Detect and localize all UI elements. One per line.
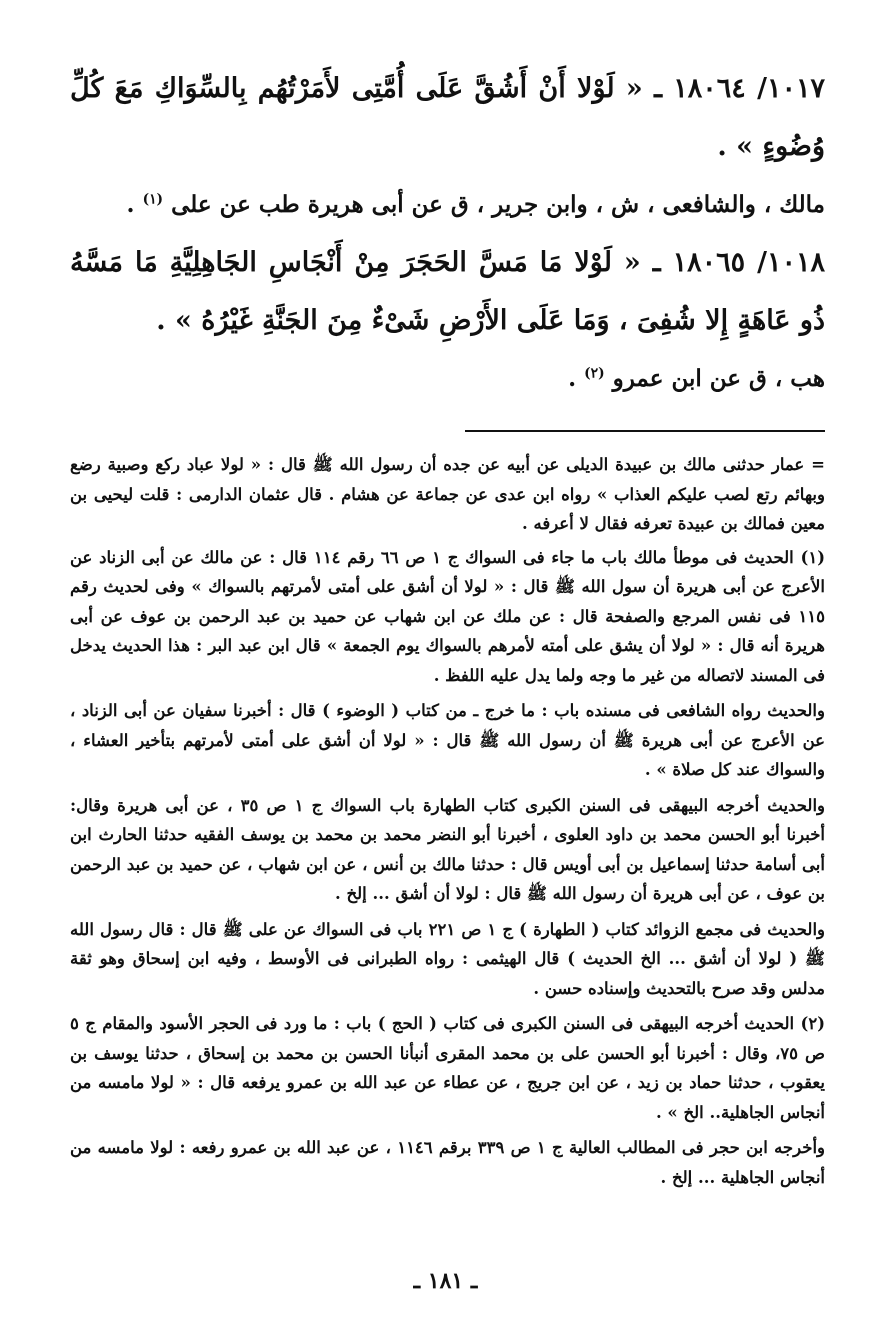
hadith-sources: مالك ، والشافعى ، ش ، وابن جرير ، ق عن أبى هريرة طب عن على $^{(١)}$ . <box>126 191 825 218</box>
sources-text: مالك ، والشافعى ، ش ، وابن جرير ، ق عن أبى هريرة طب عن على <box>171 191 825 218</box>
hadith-1018 <box>70 234 825 350</box>
footnote-ref[interactable]: (١) <box>142 191 164 208</box>
hadith-text: « لَوْلا أَنْ أَشُقَّ عَلَى أُمَّتِى لأَمَرْتُهُم بِالسِّوَاكِ مَعَ كُلِّ وُضُوءٍ » . <box>70 73 825 162</box>
hadith-number: ١٠١٨/ ١٨٠٦٥ ـ <box>652 247 826 278</box>
hadith-number: ١٠١٧/ ١٨٠٦٤ ـ <box>654 73 825 104</box>
footnote-1-paragraph: والحديث أخرجه البيهقى فى السنن الكبرى كتاب الطهارة باب السواك ج ١ ص ٣٥ ، عن أبى هريرة وقال: أخبرنا أبو الحسن محمد بن داود العلوى ، أخبرنا أبو النضر محمد بن محمد بن يوسف الفقيه حدثنا الحارث ابن أبى أسامة حدثنا إسماعيل بن أبى أويس قال : حدثنا مالك بن أنس ، عن ابن شهاب ، عن حميد بن عبد الرحمن بن عوف ، عن أبى هريرة أن رسول الله ﷺ قال : لولا أن أشق ... إلخ . <box>70 795 825 903</box>
footnote-1-paragraph: والحديث رواه الشافعى فى مسنده باب : ما خرج ـ من كتاب ( الوضوء ) قال : أخبرنا سفيان عن أبى الزناد ، عن الأعرج عن أبى هريرة ﷺ أن رسول الله ﷺ قال : « لولا أن أشق على أمتى لأمرتهم بتأخير العشاء ، والسواك عند كل صلاة » . <box>70 701 825 779</box>
footnote-1: (١) الحديث فى موطأ مالك باب ما جاء فى السواك ج ١ ص ٦٦ رقم ١١٤ قال : عن مالك عن أبى الزناد عن الأعرج عن أبى هريرة أن سول الله ﷺ قال : « لولا أن أشق على أمتى لأمرتهم بالسواك » وفى لحديث رقم ١١٥ فى نفس المرجع والصفحة قال : عن ملك عن ابن شهاب عن حميد بن عبد الرحمن بن عوف عن أبى هريرة أنه قال : « لولا أن يشق على أمته لأمرهم بالسواك يوم الجمعة » قال ابن عبد البر : هذا الحديث يدخل فى المسند لاتصاله من غير ما وجه ولما يدل عليه اللفظ . <box>70 547 826 685</box>
footnotes <box>70 450 825 1192</box>
page-number: ـ ١٨١ ـ <box>413 1268 478 1294</box>
footnote-2: (٢) الحديث أخرجه البيهقى فى السنن الكبرى فى كتاب ( الحج ) باب : ما ورد فى الحجر الأسود والمقام ج ٥ ص ٧٥، وقال : أخبرنا أبو الحسن على بن محمد المقرى أنبأنا الحسن بن محمد بن إسحاق ، حدثنا يوسف بن يعقوب ، حدثنا حماد بن زيد ، عن ابن جريج ، عن عطاء عن عبد الله بن عمرو يرفعه قال : « لولا مامسه من أنجاس الجاهلية.. الخ » . <box>70 1014 825 1122</box>
hadith-text: « لَوْلا مَا مَسَّ الحَجَرَ مِنْ أَنْجَاسِ الجَاهِلِيَّةِ مَا مَسَّهُ ذُو عَاهَةٍ إِلا شُفِىَ ، وَمَا عَلَى الأَرْضِ شَىْءٌ مِنَ الجَنَّةِ غَيْرُهُ » . <box>70 247 825 336</box>
hadith-section <box>70 60 825 408</box>
hadith-1017 <box>70 60 825 176</box>
footnote-1-paragraph: والحديث فى مجمع الزوائد كتاب ( الطهارة ) ج ١ ص ٢٢١ باب فى السواك عن على ﷺ قال : قال رسول الله ﷺ ( لولا أن أشق ... الخ الحديث ) قال الهيثمى : رواه الطبرانى فى الأوسط ، وفيه ابن إسحاق وهو ثقة مدلس وقد صرح بالتحديث وإسناده حسن . <box>70 919 825 998</box>
sources-text: هب ، ق عن ابن عمرو <box>612 365 825 392</box>
footnote-ref[interactable]: (٢) <box>584 365 605 382</box>
hadith-sources: هب ، ق عن ابن عمرو $^{(٢)}$ . <box>568 365 825 392</box>
footnote-2-paragraph: وأخرجه ابن حجر فى المطالب العالية ج ١ ص ٣٣٩ برقم ١١٤٦ ، عن عبد الله بن عمرو رفعه : لولا مامسه من أنجاس الجاهلية ... إلخ . <box>70 1138 825 1187</box>
footnote-divider <box>465 430 825 432</box>
footnote-continuation: = عمار حدثنى مالك بن عبيدة الديلى عن أبيه عن جده أن رسول الله ﷺ قال : « لولا عباد ركع وصبية رضع وبهائم رتع لصب عليكم العذاب » رواه ابن عدى عن جماعة عن هشام . قال عثمان الدارمى : قلت ليحيى بن معين فمالك بن عبيدة تعرفه فقال لا أعرفه . <box>70 455 825 533</box>
